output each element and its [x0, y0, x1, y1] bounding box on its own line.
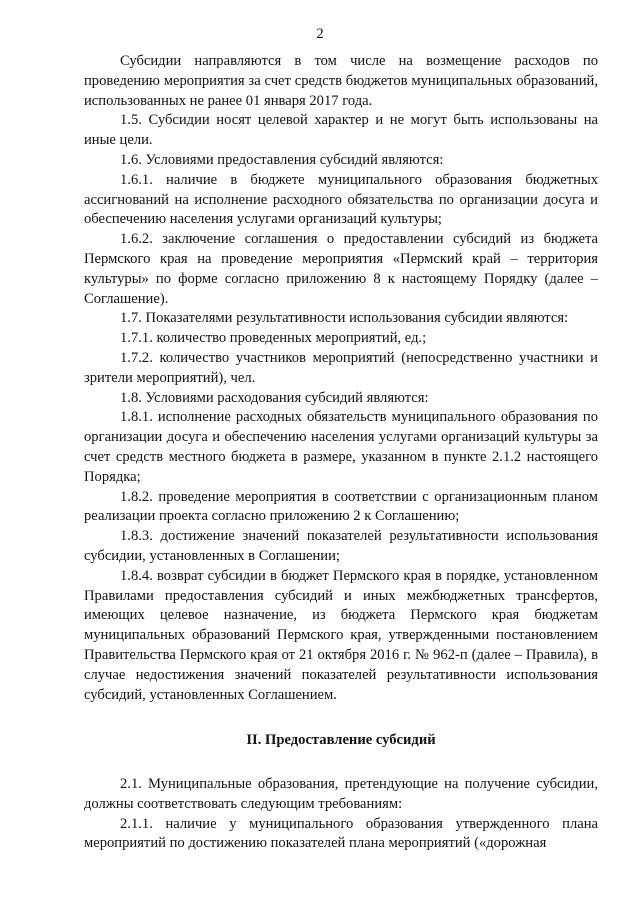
paragraph: Субсидии направляются в том числе на возмещение расходов по проведению мероприятия за счет средств бюджетов муниципальных образований, использованных не ранее 01 января 2017 года. [84, 53, 598, 109]
paragraph-1-6: 1.6. Условиями предоставления субсидий являются: [120, 151, 444, 168]
page-number: 2 [316, 26, 324, 42]
paragraph-1-7: 1.7. Показателями результативности использования субсидии являются: [120, 310, 569, 327]
paragraph-2-1-1: 2.1.1. наличие у муниципального образования утвержденного плана мероприятий по достижению показателей плана мероприятий («дорожная [84, 815, 598, 852]
paragraph-1-8-1: 1.8.1. исполнение расходных обязательств муниципального образования по организации досуга и обеспечению населения услугами организаций культуры за счет средств местного бюджета в размере, указанном в пункте 2.1.2 настоящего Порядка; [84, 409, 598, 485]
paragraph-1-8: 1.8. Условиями расходования субсидий являются: [120, 389, 429, 406]
paragraph-1-8-3: 1.8.3. достижение значений показателей результативности использования субсидии, установленных в Соглашении; [84, 528, 598, 564]
paragraph-1-8-2: 1.8.2. проведение мероприятия в соответствии с организационным планом реализации проекта согласно приложению 2 к Соглашению; [84, 488, 598, 525]
paragraph-1-6-1: 1.6.1. наличие в бюджете муниципального образования бюджетных ассигнований на исполнение расходного обязательства по организации досуга и обеспечению населения услугами организаций культуры; [84, 171, 598, 228]
section-heading: II. Предоставление субсидий [246, 732, 436, 749]
paragraph-1-6-2: 1.6.2. заключение соглашения о предоставлении субсидий из бюджета Пермского края на проведение мероприятия «Пермский край – территория культуры» по форме согласно приложению 8 к настоящему Порядку (далее – Соглашение). [84, 231, 598, 307]
document-body [84, 52, 598, 854]
paragraph-1-7-2: 1.7.2. количество участников мероприятий (непосредственно участники и зрители мероприятий), чел. [84, 349, 598, 386]
paragraph-1-7-1: 1.7.1. количество проведенных мероприятий, ед.; [120, 330, 427, 347]
paragraph-2-1: 2.1. Муниципальные образования, претендующие на получение субсидии, должны соответствовать следующим требованиям: [84, 776, 598, 812]
paragraph-1-8-4: 1.8.4. возврат субсидии в бюджет Пермского края в порядке, установленном Правилами предоставления субсидий и иных межбюджетных трансфертов, имеющих целевое назначение, из бюджета Пермского края бюджетам муниципальных образований Пермского края, утвержденными постановлением Правительства Пермского края от 21 октября 2016 г. № 962-п (далее – Правила), в случае недостижения значений показателей результативности использования субсидий, установленных Соглашением. [84, 567, 598, 703]
paragraph-1-5: 1.5. Субсидии носят целевой характер и не могут быть использованы на иные цели. [84, 112, 598, 149]
